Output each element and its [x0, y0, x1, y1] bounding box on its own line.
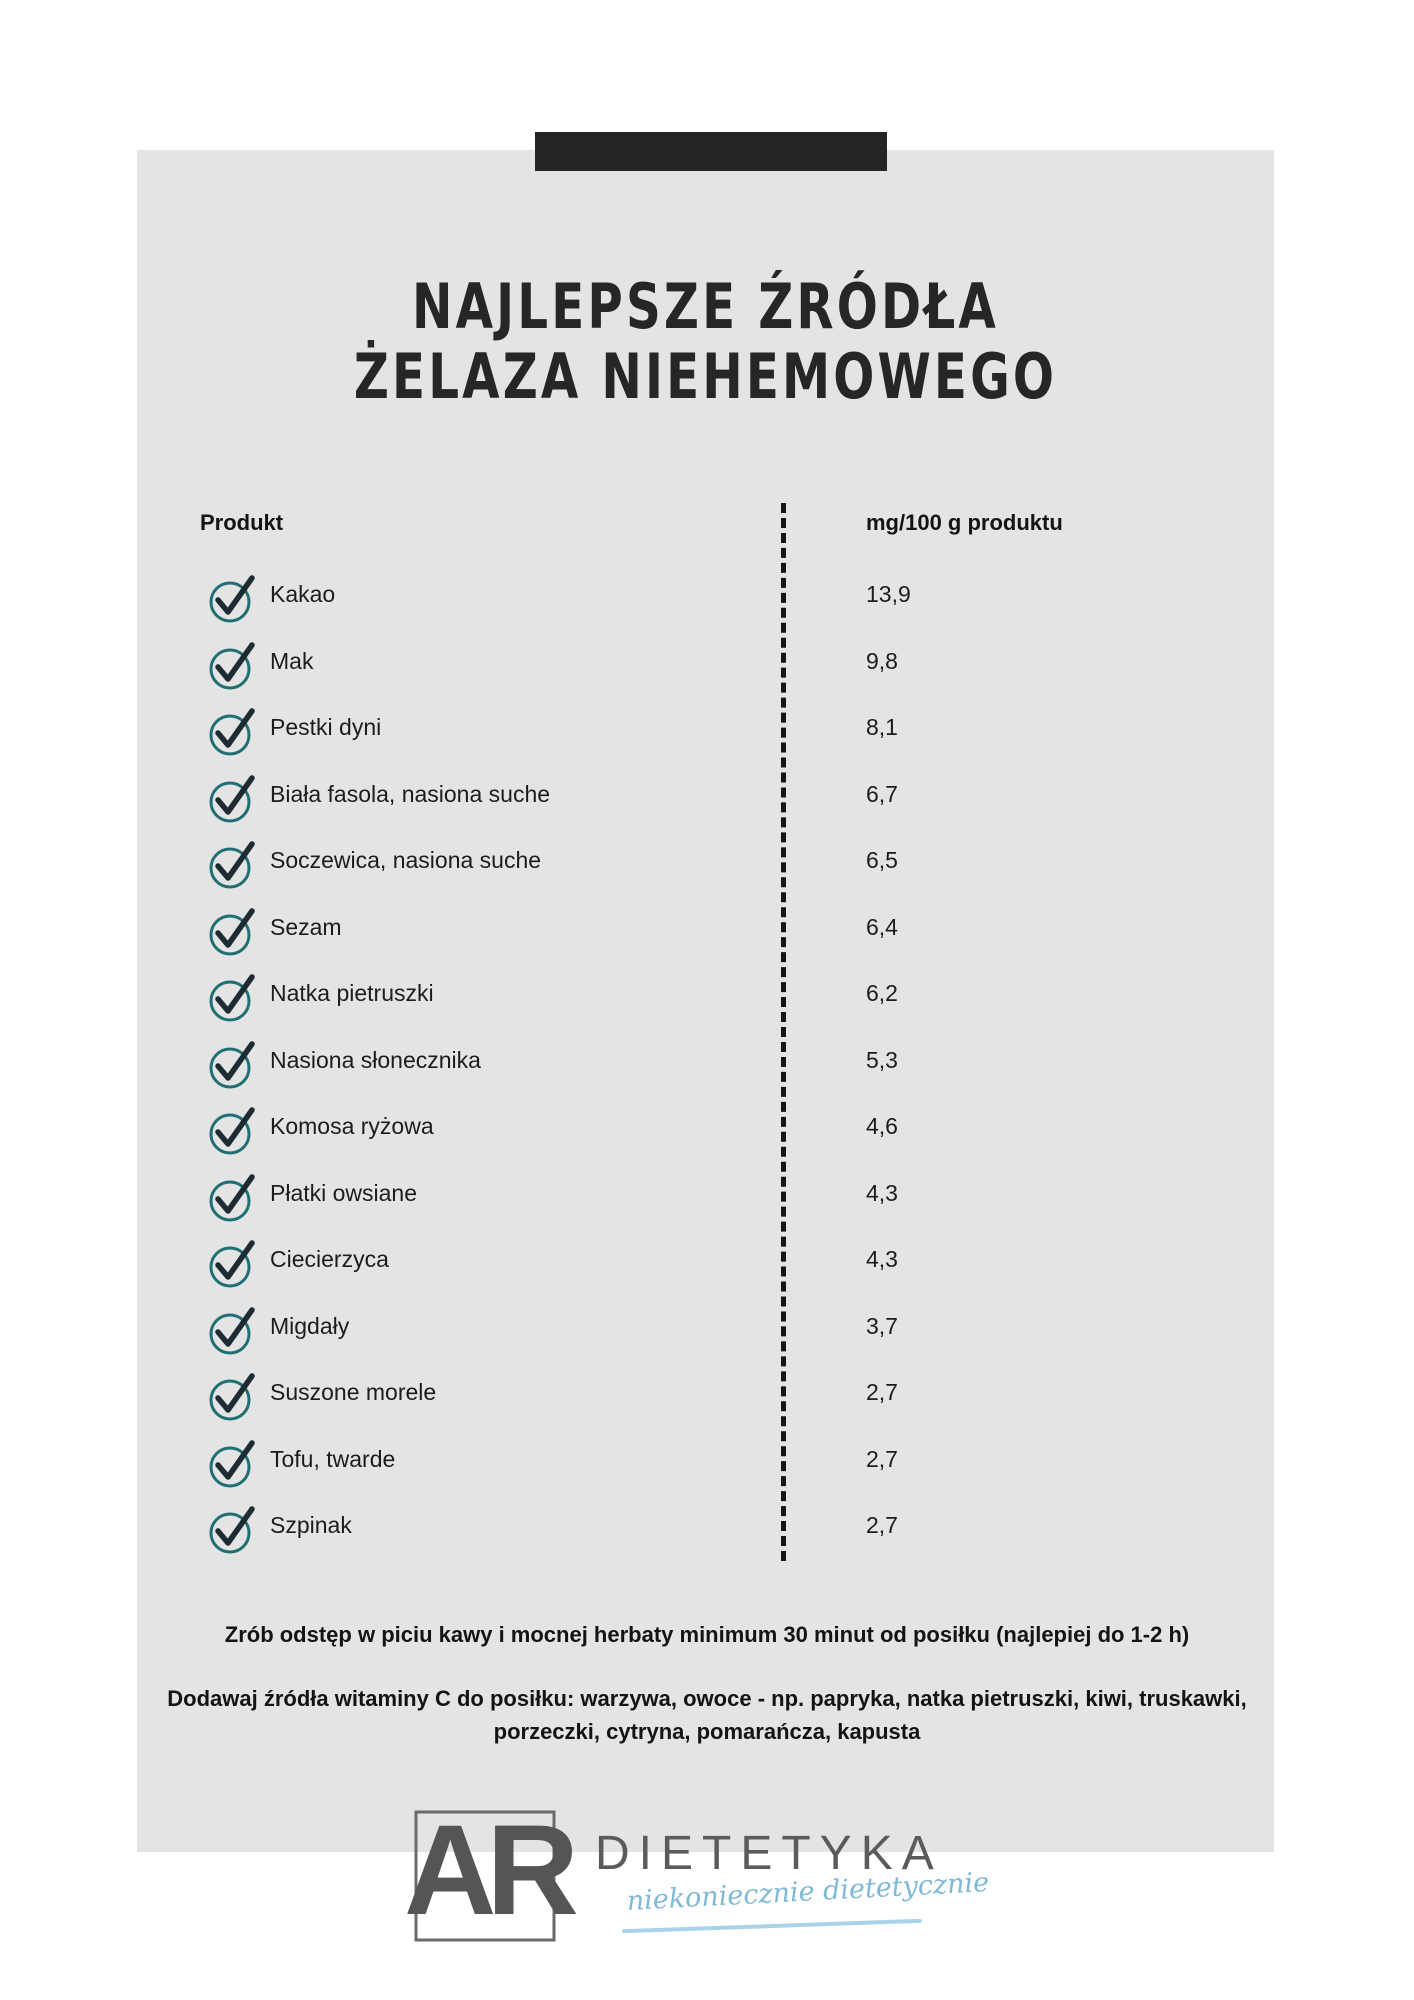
table-row: [206, 713, 1106, 765]
logo-monogram: AR: [404, 1799, 569, 1942]
column-header-value: mg/100 g produktu: [866, 510, 1063, 535]
product-name: Tofu, twarde: [270, 1445, 396, 1472]
table-row: [206, 647, 1106, 699]
iron-value: 6,4: [866, 913, 898, 940]
iron-value: 2,7: [866, 1512, 898, 1538]
table-row: [206, 580, 1106, 632]
product-name: Natka pietruszki: [270, 980, 434, 1006]
iron-value: 4,3: [866, 1179, 898, 1206]
coffee-tea-note: Zrób odstęp w piciu kawy i mocnej herbaty minimum 30 minut od posiłku (najlepiej do 1-2 h): [224, 1622, 1190, 1647]
checkmark-circle-icon: [206, 570, 262, 626]
product-name: Suszone morele: [270, 1379, 437, 1405]
checkmark-circle-icon: [206, 1235, 262, 1291]
table-row: [206, 1511, 1106, 1563]
product-name: Pestki dyni: [270, 714, 382, 740]
product-name: Migdały: [270, 1312, 350, 1339]
iron-value: 2,7: [866, 1379, 898, 1405]
product-name: Płatki owsiane: [270, 1179, 418, 1206]
checkmark-circle-icon: [206, 1435, 262, 1491]
iron-value: 6,2: [866, 980, 898, 1006]
checkmark-circle-icon: [206, 770, 262, 826]
checkmark-circle-icon: [206, 703, 262, 759]
checkmark-circle-icon: [206, 903, 262, 959]
product-name: Kakao: [270, 581, 336, 607]
product-name: Szpinak: [270, 1512, 352, 1538]
checkmark-circle-icon: [206, 1036, 262, 1092]
iron-value: 2,7: [866, 1445, 898, 1472]
vitamin-c-note: Dodawaj źródła witaminy C do posiłku: warzywa, owoce - np. papryka, natka pietruszki, kiwi, truskawki, porzeczki, cytryna, pomarańcza, kapusta: [167, 1686, 1247, 1744]
table-row: [206, 913, 1106, 965]
table-row: [206, 1378, 1106, 1430]
checkmark-circle-icon: [206, 1501, 262, 1557]
product-name: Komosa ryżowa: [270, 1113, 434, 1139]
table-row: [206, 979, 1106, 1031]
checkmark-circle-icon: [206, 836, 262, 892]
iron-value: 4,6: [866, 1113, 898, 1139]
card-top-tab: [535, 132, 887, 171]
checkmark-circle-icon: [206, 637, 262, 693]
table-row: [206, 1046, 1106, 1098]
table-row: [206, 1445, 1106, 1497]
title-line-1: NAJLEPSZE ŹRÓDŁA: [412, 270, 999, 343]
iron-value: 6,5: [866, 847, 898, 873]
logo-wordmark: DIETETYKA: [595, 1827, 943, 1880]
iron-value: 5,3: [866, 1046, 898, 1073]
checkmark-circle-icon: [206, 1169, 262, 1225]
checkmark-circle-icon: [206, 1302, 262, 1358]
checkmark-circle-icon: [206, 1368, 262, 1424]
column-header-product: Produkt: [200, 510, 284, 535]
table-row: [206, 1312, 1106, 1364]
table-row: [206, 1112, 1106, 1164]
table-row: [206, 846, 1106, 898]
iron-value: 8,1: [866, 714, 898, 740]
checkmark-circle-icon: [206, 1102, 262, 1158]
product-name: Biała fasola, nasiona suche: [270, 780, 551, 807]
checkmark-circle-icon: [206, 969, 262, 1025]
iron-value: 6,7: [866, 780, 898, 807]
product-name: Sezam: [270, 913, 342, 940]
product-name: Soczewica, nasiona suche: [270, 847, 542, 873]
product-name: Ciecierzyca: [270, 1246, 389, 1272]
logo-tagline: niekoniecznie dietetycznie: [626, 1867, 990, 1917]
page-title: [262, 272, 1149, 412]
iron-value: 4,3: [866, 1246, 898, 1272]
title-line-2: ŻELAZA NIEHEMOWEGO: [353, 340, 1058, 413]
product-name: Nasiona słonecznika: [270, 1046, 481, 1073]
table-row: [206, 780, 1106, 832]
iron-value: 13,9: [866, 581, 911, 607]
table-row: [206, 1179, 1106, 1231]
iron-value: 9,8: [866, 647, 898, 674]
iron-value: 3,7: [866, 1312, 898, 1339]
product-name: Mak: [270, 647, 314, 674]
table-row: [206, 1245, 1106, 1297]
